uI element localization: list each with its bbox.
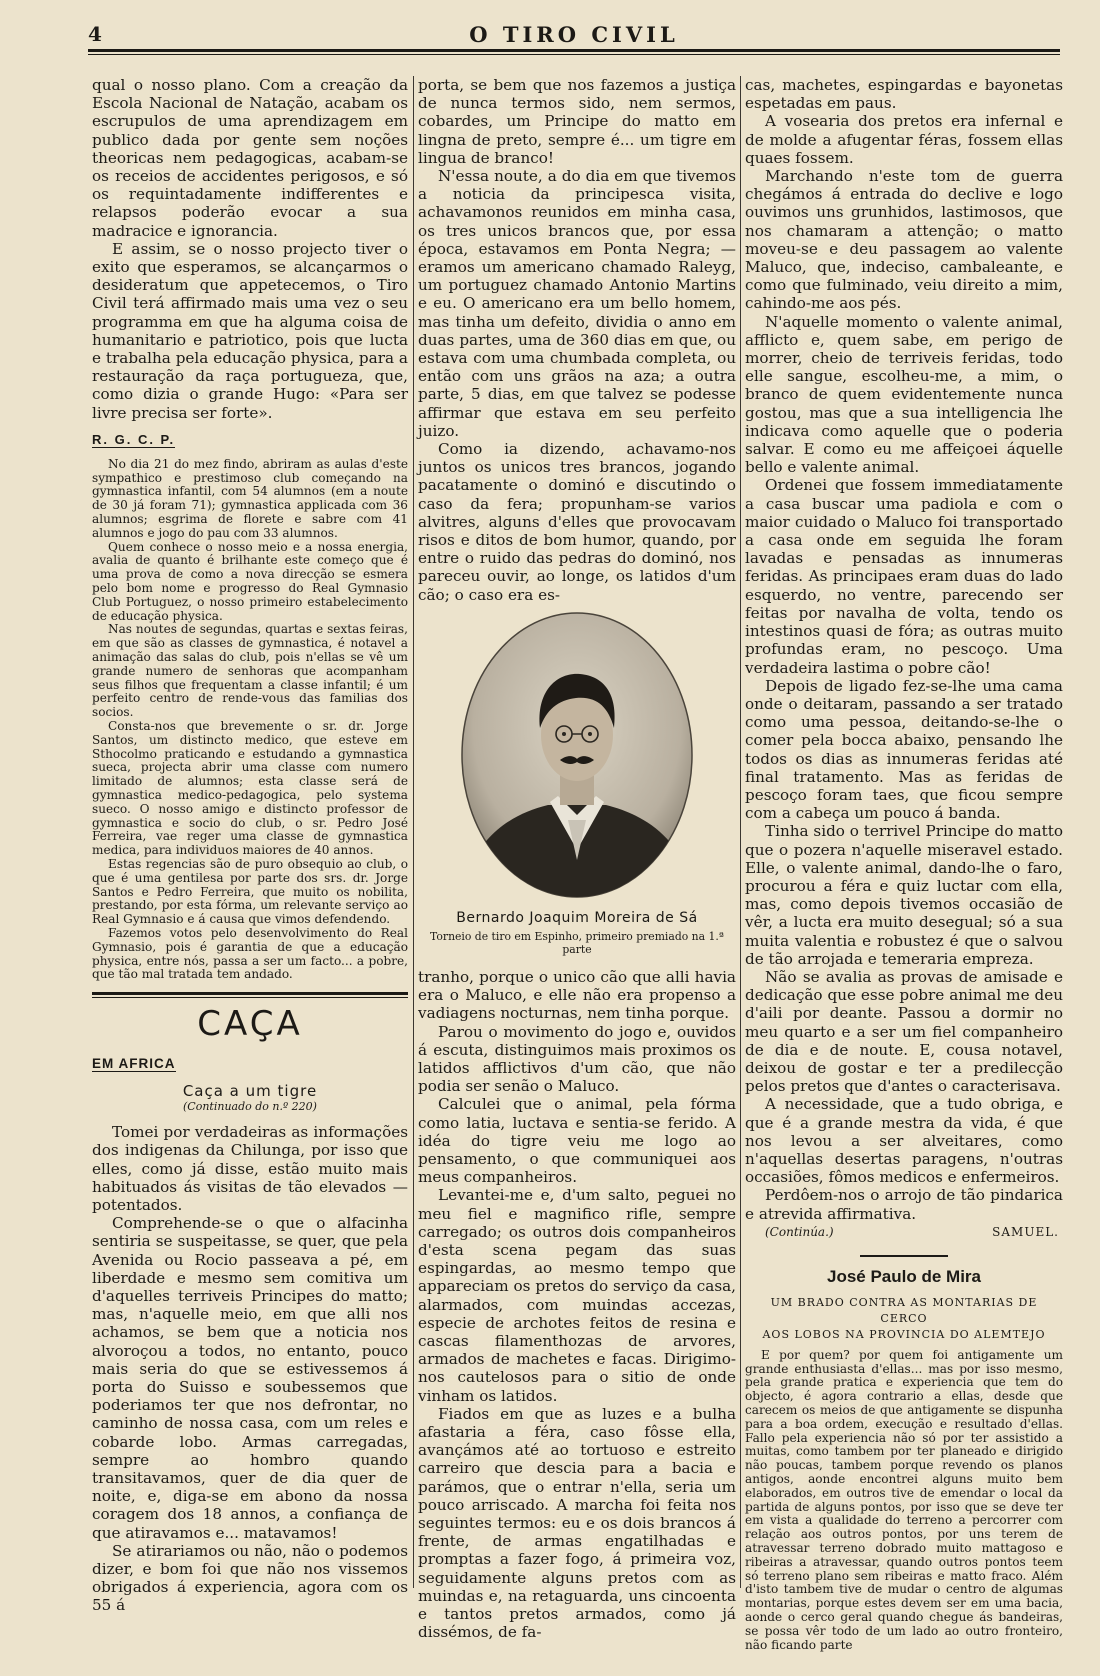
paragraph: Parou o movimento do jogo e, ouvidos á escuta, distinguimos mais proximos os latidos afflictivos d'um cão, que não podia ser senão o Maluco. <box>418 1022 736 1096</box>
author-signature: SAMUEL. <box>992 1224 1059 1239</box>
paragraph: Quem conhece o nosso meio e a nossa energia, avalia de quanto é brilhante este começo que é uma prova de como a nova direcção se esmera pelo bom nome e progresso do Real Gymnasio Club Portuguez, o nosso primeiro estabelecimento de educação physica. <box>92 539 408 623</box>
paragraph: N'aquelle momento o valente animal, afflicto e, quem sabe, em perigo de morrer, cheio de terriveis feridas, todo elle sangue, escolheu-me, a mim, o branco de quem evidentemente nunca gostou, mas que a sua intelligencia lhe indicava como aquelle que o poderia salvar. E como eu me affeiçoei áquelle bello e valente animal. <box>745 312 1063 477</box>
paragraph: cas, machetes, espingardas e bayonetas espetadas em paus. <box>745 76 1063 113</box>
paragraph: A necessidade, que a tudo obriga, e que é a grande mestra da vida, é que nos levou a ser alveitares, como n'aquellas desertas paragens, n'outras occasiões, fômos medicos e enfermeiros. <box>745 1095 1063 1187</box>
article-subtitle-line: AOS LOBOS NA PROVINCIA DO ALEMTEJO <box>762 1327 1046 1341</box>
subsection-heading: EM AFRICA <box>92 1056 176 1072</box>
column-3 <box>745 76 1063 1652</box>
photo-caption-name: Bernardo Joaquim Moreira de Sá <box>456 909 698 926</box>
paragraph: Estas regencias são de puro obsequio ao club, o que é uma gentilesa por parte dos srs. dr. Jorge Santos e Pedro Ferreira, que muito os nobilita, prestando, por esta fórma, um relevante serviço ao Real Gymnasio e á causa que vimos defendendo. <box>92 856 408 927</box>
header-rule-thin <box>88 54 1060 55</box>
paragraph: Marchando n'este tom de guerra chegámos á entrada do declive e logo ouvimos uns grunhidos, lastimosos, que nos chamaram a attenção; o matto moveu-se e deu passagem ao valente Maluco, que, indeciso, cambaleante, e como que fulminado, veiu direito a mim, cahindo-me aos pés. <box>745 167 1063 313</box>
paragraph: Perdôem-nos o arrojo de tão pindarica e atrevida affirmativa. <box>745 1186 1063 1223</box>
paragraph: Tinha sido o terrivel Principe do matto que o pozera n'aquelle miseravel estado. Elle, o valente animal, dando-lhe o faro, procurou a féra e quiz luctar com ella, mas, como depois tivemos occasião de vêr, a lucta era muito desegual; só a sua muita valentia e robustez é que o salvou de tão arrojada e temeraria empreza. <box>745 822 1063 968</box>
paragraph: No dia 21 do mez findo, abriram as aulas d'este sympathico e prestimoso club começando na gymnastica infantil, com 54 alumnos (em a noute de 30 já foram 71); gymnastica applicada com 36 alumnos; esgrima de florete e sabre com 41 alumnos e jogo do pau com 33 alumnos. <box>92 456 408 540</box>
column-1 <box>92 76 408 1615</box>
paragraph: Tomei por verdadeiras as informações dos indigenas da Chilunga, por isso que elles, como já disse, estão muito mais habituados ás visitas de tão elevados — potentados. <box>92 1123 408 1214</box>
portrait-image <box>418 610 736 900</box>
section-heading-rgcp: R. G. C. P. <box>92 431 176 447</box>
paragraph: tranho, porque o unico cão que alli havia era o Maluco, e elle não era propenso a vadiagens nocturnas, nem tinha porque. <box>418 967 736 1023</box>
paragraph: N'essa noute, a do dia em que tivemos a noticia da principesca visita, achavamonos reunidos em minha casa, os tres unicos brancos que, por essa época, estavamos em Ponta Negra; — eramos um americano chamado Raleyg, um portuguez chamado Antonio Martins e eu. O americano era um bello homem, mas tinha um defeito, dividia o anno em duas partes, uma de 360 dias em que, ou estava com uma chumbada completa, ou então com uns grãos na aza; a outra parte, 5 dias, em que talvez se podesse affirmar que estava em seu perfeito juizo. <box>418 167 736 440</box>
page-header <box>88 22 1060 62</box>
paragraph: Nas noutes de segundas, quartas e sextas feiras, em que são as classes de gymnastica, é notavel a animação das salas do club, pois n'ellas se vê um grande numero de senhoras que acompanham seus filhos que frequentam a classe infantil; é um perfeito centro de rende-vous das familias dos socios. <box>92 622 408 720</box>
header-rule <box>88 49 1060 52</box>
article-subtitle <box>745 1295 1063 1343</box>
newspaper-title: O TIRO CIVIL <box>469 22 679 47</box>
paragraph: Levantei-me e, d'um salto, peguei no meu fiel e magnifico rifle, sempre carregado; os outros dois companheiros d'esta scena pegam das suas espingardas, ao mesmo tempo que appareciam os pretos do serviço da casa, alarmados, com muindas accezas, especie de archotes feitos de resina e cascas filamenthozas de arvores, armados de machetes e facas. Dirigimo-nos cautelosos para o sitio de onde vinham os latidos. <box>418 1186 736 1405</box>
paragraph: Como ia dizendo, achavamo-nos juntos os unicos tres brancos, jogando pacatamente o dominó e discutindo o caso da fera; propunham-se varios alvitres, alguns d'elles que provocavam risos e ditos de bom humor, quando, por entre o ruido das pedras do dominó, nos pareceu ouvir, ao longe, os latidos d'um cão; o caso era es- <box>418 440 736 604</box>
paragraph: Depois de ligado fez-se-lhe uma cama onde o deitaram, passando a ser tratado como uma pessoa, deitando-se-lhe o comer pela bocca abaixo, pensando lhe todos os dias as innumeras feridas até final tratamento. Mas as feridas de pescoço foram taes, que ficou sempre com a cabeça um pouco á banda. <box>745 676 1063 823</box>
paragraph: A vosearia dos pretos era infernal e de molde a afugentar féras, fossem ellas quaes fossem. <box>745 112 1063 167</box>
paragraph: E assim, se o nosso projecto tiver o exito que esperamos, se alcançarmos o desideratum que appetecemos, o Tiro Civil terá affirmado mais uma vez o seu programma em que ha alguma coisa de humanitario e patriotico, pois que lucta e trabalha pela educação physica, para a restauração da raça portugueza, que, como dizia o grande Hugo: «Para ser livre precisa ser forte». <box>92 239 408 422</box>
column-2 <box>418 76 736 1641</box>
photo-caption-sub: Torneio de tiro em Espinho, primeiro premiado na 1.ª parte <box>430 929 724 956</box>
paragraph: Não se avalia as provas de amisade e dedicação que esse pobre animal me deu d'aili por deante. Passou a dormir no meu quarto e a ser um fiel companheiro de dia e de noute. E, cousa notavel, deixou de gostar e ter a predilecção pelos pretos que d'antes o caracterisava. <box>745 967 1063 1096</box>
article-divider <box>860 1255 948 1257</box>
paragraph: Comprehende-se o que o alfacinha sentiria se suspeitasse, se quer, que pela Avenida ou Rocio passeava a pé, em liberdade e mesmo sem comitiva um d'aquelles terriveis Principes do matto; mas, n'aquelle meio, em que alli nos achamos, se bem que a noticia nos alvoroçou a todos, no entanto, pouco mais seria do que se estivessemos á porta do Suisso e soubessemos que poderiamos ter que nos defrontar, no caminho de nossa casa, com um reles e cobarde lobo. Armas carregadas, sempre ao hombro quando transitavamos, quer de dia quer de noite, e, diga-se em abono da nossa coragem dos 18 annos, a confiança de que atiravamos e... matavamos! <box>92 1214 408 1542</box>
section-title: CAÇA <box>197 1004 303 1045</box>
column-divider <box>740 76 741 1588</box>
paragraph: Calculei que o animal, pela fórma como latia, luctava e sentia-se ferido. A idéa do tigre veiu me logo ao pensamento, o que communiquei aos meus companheiros. <box>418 1095 736 1187</box>
article-note: (Continuado do n.º 220) <box>183 1100 317 1114</box>
article-title: José Paulo de Mira <box>827 1266 981 1286</box>
article-signature <box>745 1225 1063 1243</box>
paragraph: qual o nosso plano. Com a creação da Escola Nacional de Natação, acabam os escrupulos de uma aprendizagem em publico dada por gente sem noções theoricas nem pedagogicas, acabam-se os receios de accidentes perigosos, e só os requintadamente indifferentes e relapsos poderão evocar a sua madracice e ignorancia. <box>92 76 408 240</box>
article-title: Caça a um tigre <box>182 1082 318 1101</box>
article-subtitle-line: UM BRADO CONTRA AS MONTARIAS DE CERCO <box>770 1295 1038 1325</box>
section-divider <box>92 992 408 995</box>
paragraph: Se atirariamos ou não, não o podemos dizer, e bom foi que não nos vissemos obrigados á experiencia, agora com os 55 á <box>92 1541 408 1615</box>
portrait-photo <box>418 610 736 900</box>
continued-note: (Continúa.) <box>765 1224 834 1239</box>
section-divider-thin <box>92 997 408 998</box>
paragraph: Consta-nos que brevemente o sr. dr. Jorge Santos, um distincto medico, que esteve em Sthocolmo praticando e estudando a gymnastica sueca, projecta abrir uma classe com numero limitado de alumnos; esta classe será de gymnastica medico-pedagogica, pelo systema sueco. O nosso amigo e distincto professor de gymnastica e socio do club, o sr. Pedro José Ferreira, vae reger uma classe de gymnastica medica, para individuos maiores de 40 annos. <box>92 719 408 858</box>
paragraph: E por quem? por quem foi antigamente um grande enthusiasta d'ellas... mas por isso mesmo, pela grande pratica e experiencia que tem do objecto, é agora contrario a ellas, desde que carecem os meios de que antigamente se dispunha para a boa ordem, execução e resultado d'ellas. Fallo pela experiencia não só por ter assistido a muitas, como tambem por ter planeado e dirigido não poucas, tambem porque revendo os planos antigos, aonde encontrei alguns muito bem elaborados, em outros tive de emendar o local da partida de alguns pontos, por isso que se deve ter em vista a qualidade do terreno a percorrer com relação aos outros pontos, por uns terem de atravessar terreno dobrado muito mattagoso e ribeiras a atravessar, quando outros pontos teem só terreno plano sem ribeiras e matto fraco. Além d'isto tambem tive de mudar o centro de algumas montarias, porque estes devem ser em uma bacia, aonde o cerco geral quando chegue ás bandeiras, se possa vêr todo de um lado ao outro fronteiro, não ficando parte <box>745 1347 1063 1652</box>
column-divider <box>413 76 414 1588</box>
paragraph: Fazemos votos pelo desenvolvimento do Real Gymnasio, pois é garantia de que a educação physica, entre nós, passa a ser um facto... a pobre, que tão mal tratada tem andado. <box>92 925 408 982</box>
paragraph: Ordenei que fossem immediatamente a casa buscar uma padiola e com o maior cuidado o Maluco foi transportado a casa onde em seguida lhe foram lavadas e pensadas as innumeras feridas. As principaes eram duas do lado esquerdo, no ventre, parecendo ser feitas por navalha de volta, tendo os intestinos quasi de fóra; as outras muito profundas eram, no pescoço. Uma verdadeira lastima o pobre cão! <box>745 476 1063 677</box>
paragraph: porta, se bem que nos fazemos a justiça de nunca termos sido, nem sermos, cobardes, um Principe do matto em lingna de preto, sempre é... um tigre em lingua de branco! <box>418 76 736 167</box>
page-number: 4 <box>88 22 103 46</box>
paragraph: Fiados em que as luzes e a bulha afastaria a féra, caso fôsse ella, avançámos até ao tortuoso e estreito carreiro que descia para a bacia e parámos, que o entrar n'ella, seria um pouco arriscado. A marcha foi feita nos seguintes termos: eu e os dois brancos á frente, de armas engatilhadas e promptas a fazer fogo, á primeira voz, seguidamente alguns pretos com as muindas e, na retaguarda, uns cincoenta e tantos pretos armados, como já dissémos, de fa- <box>418 1404 736 1642</box>
